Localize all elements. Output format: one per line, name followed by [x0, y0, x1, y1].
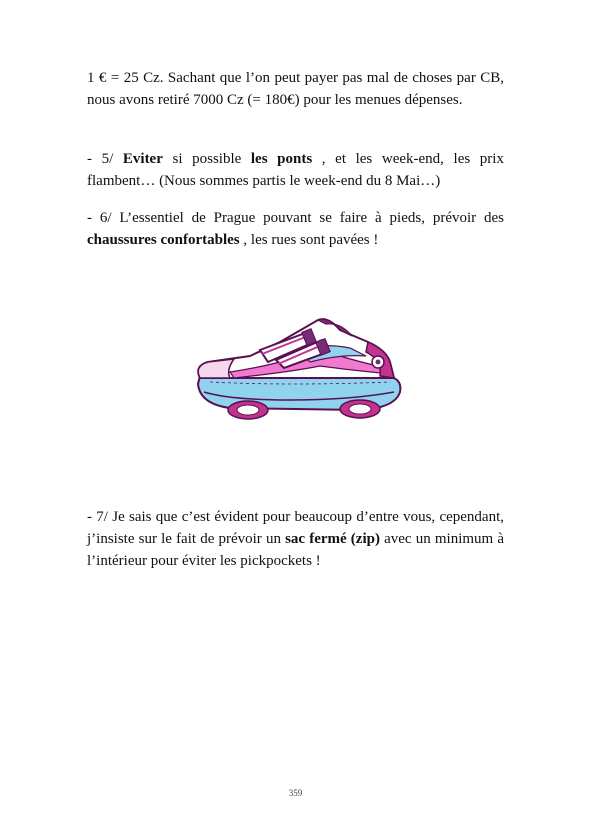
tip-5-mid: si possible [162, 151, 251, 167]
paragraph-tip-5 [87, 148, 504, 192]
sneaker-icon [190, 312, 405, 422]
tip-5-prefix: - 5/ [87, 151, 123, 167]
tip-7-bold: sac fermé (zip) [285, 531, 380, 547]
tip-6-bold: chaussures confortables [87, 232, 240, 248]
paragraph-exchange-rate: 1 € = 25 Cz. Sachant que l’on peut payer pas mal de choses par CB, nous avons retiré 7000 Cz (= 180€) pour les menues dépenses. [87, 70, 504, 108]
tip-5-bold-ponts: les ponts [250, 151, 313, 167]
tip-5-bold-eviter: Eviter [122, 151, 163, 167]
tip-6-rest: , les rues sont pavées ! [239, 232, 379, 248]
tip-7-prefix: - 7/ Je sais que c’est évident pour beaucoup d’entre vous, cependant, j’insiste sur le fait de prévoir un [87, 509, 504, 547]
paragraph-tip-7 [87, 506, 504, 572]
tip-7-rest: avec un minimum à l’intérieur pour éviter les pickpockets ! [87, 531, 504, 569]
tip-5-rest: , et les week-end, les prix flambent… (Nous sommes partis le week-end du 8 Mai…) [87, 151, 504, 189]
page-number: 359 [288, 788, 303, 798]
tip-6-prefix: - 6/ L’essentiel de Prague pouvant se faire à pieds, prévoir des [87, 210, 504, 226]
paragraph-tip-6 [87, 207, 504, 251]
